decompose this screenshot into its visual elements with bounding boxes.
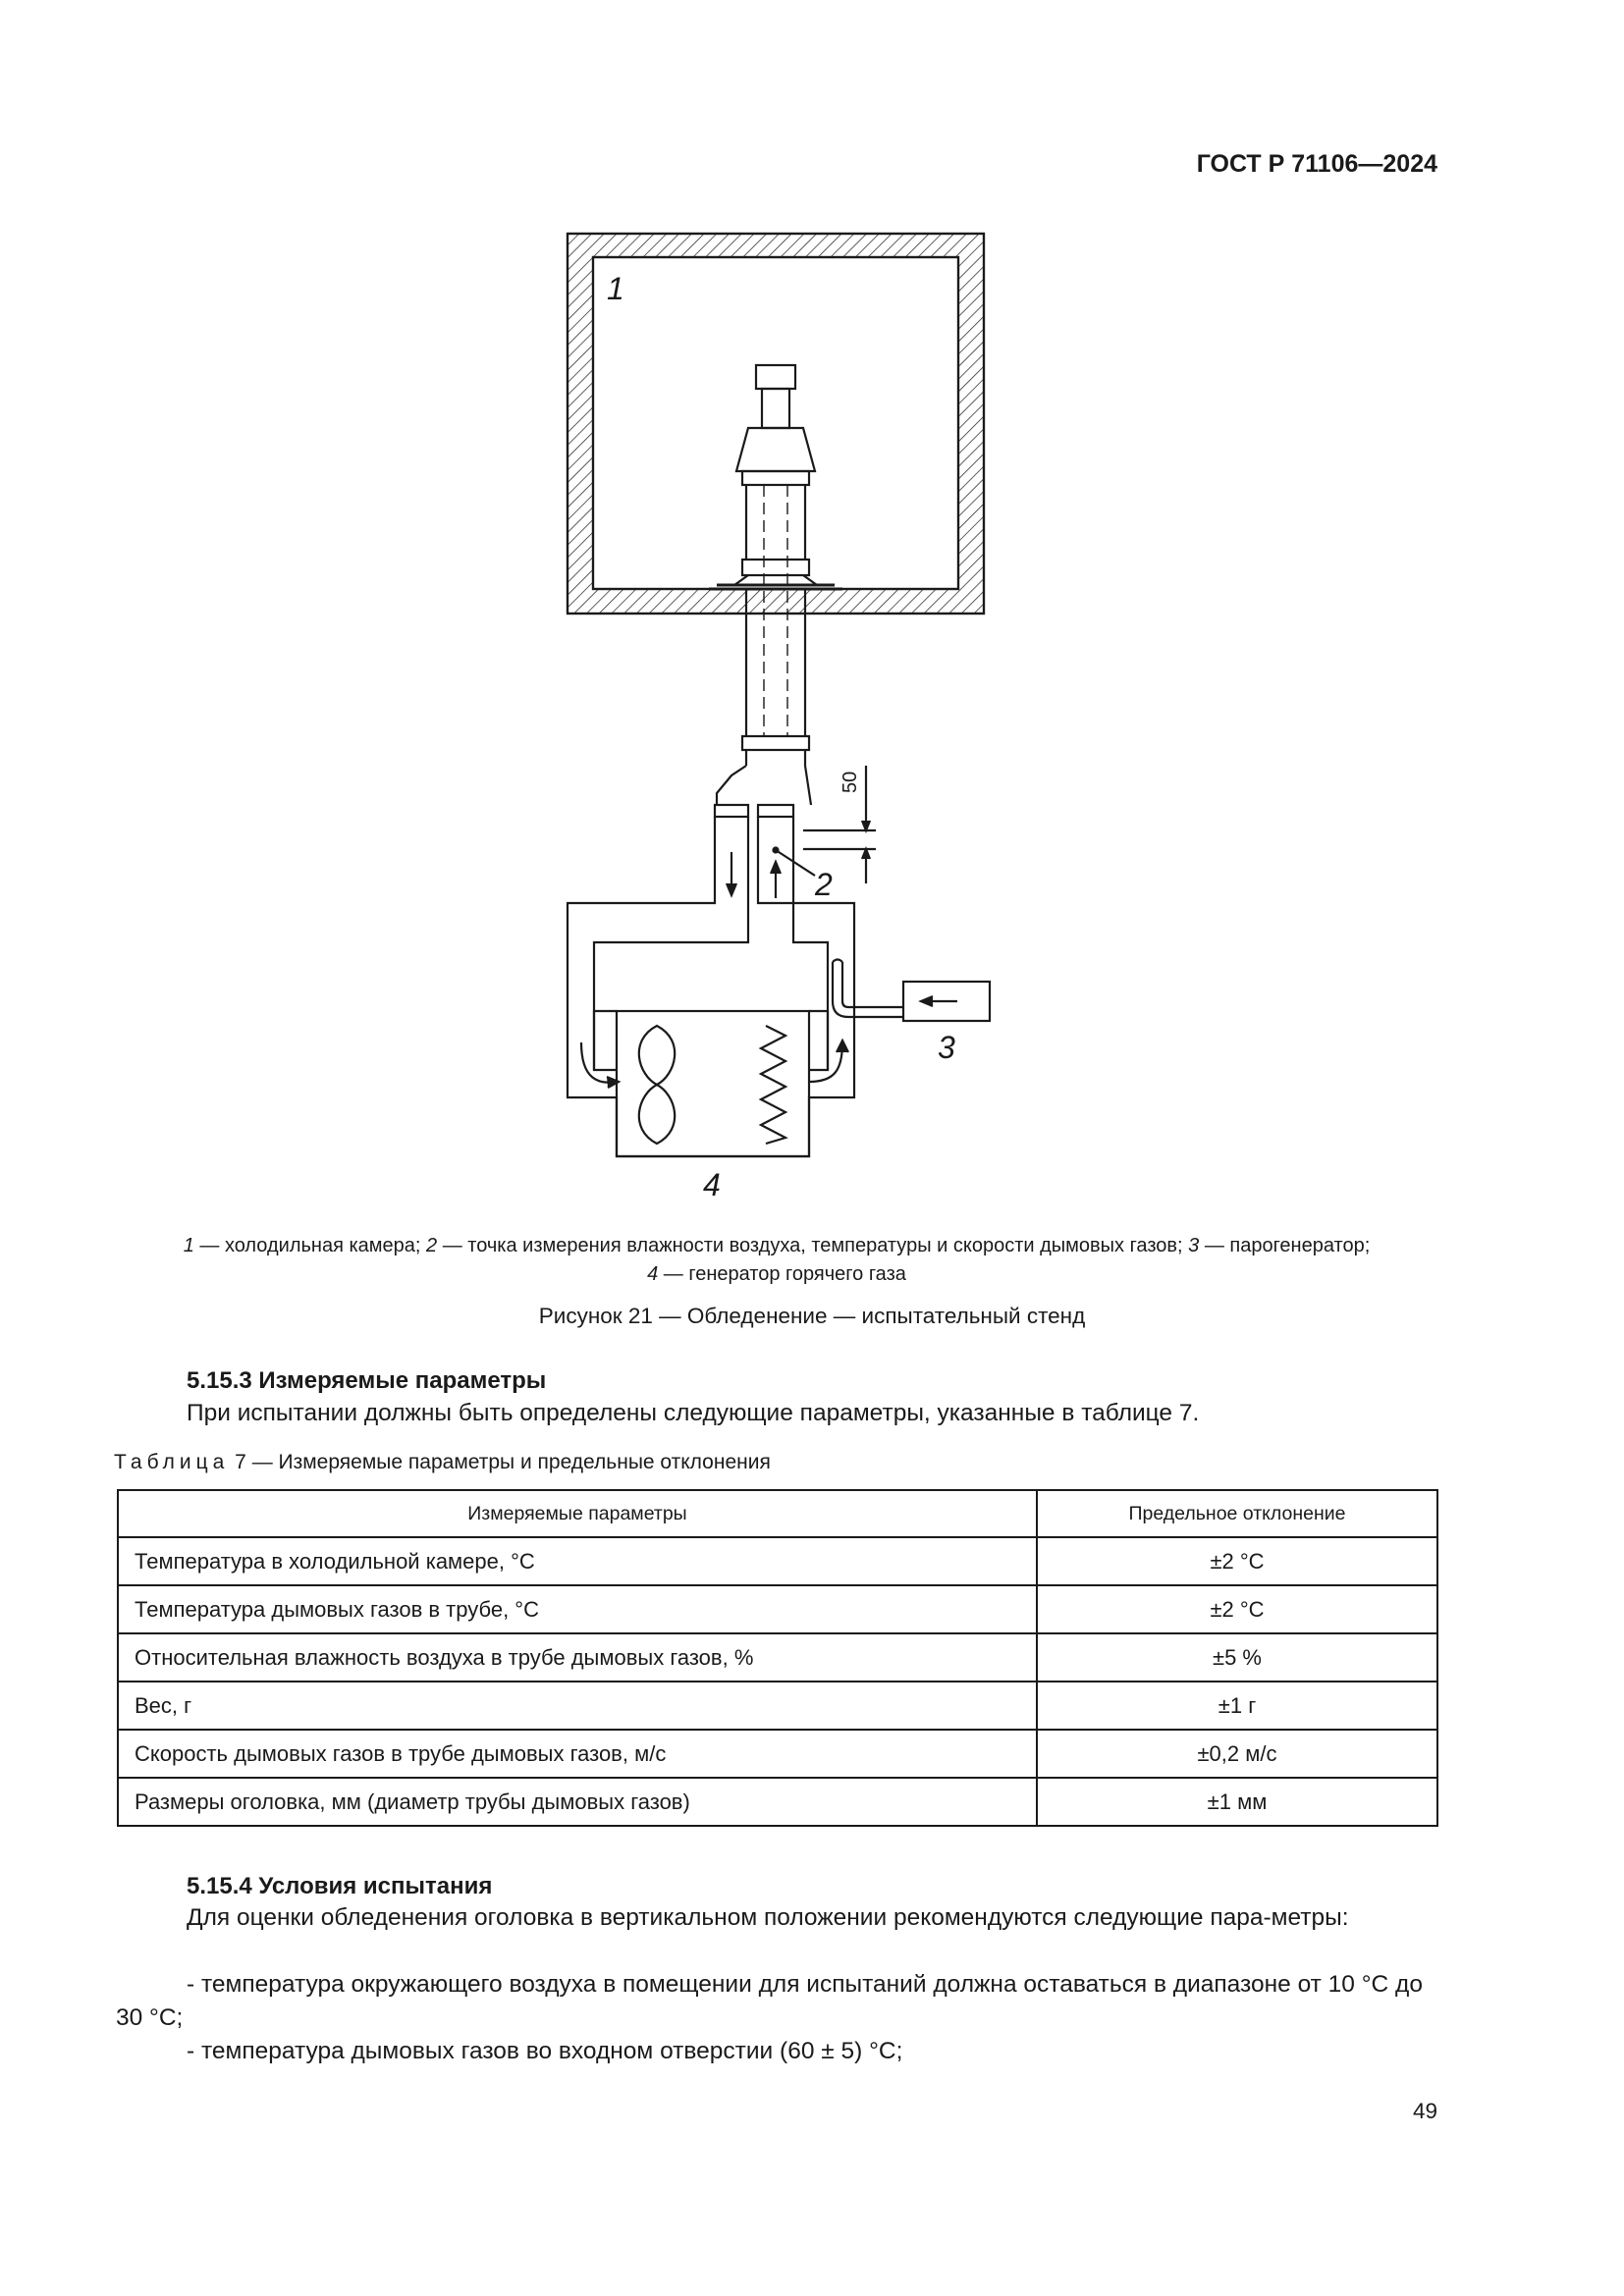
label-4: 4 <box>703 1167 721 1202</box>
table-caption: Таблица 7 — Измеряемые параметры и предельные отклонения <box>114 1451 771 1473</box>
section-heading-5-15-4: 5.15.4 Условия испытания <box>187 1873 493 1899</box>
table-cell: Температура в холодильной камере, °С <box>118 1537 1037 1585</box>
table-cell: ±5 % <box>1037 1633 1437 1682</box>
table-cell: Скорость дымовых газов в трубе дымовых газов, м/с <box>118 1730 1037 1778</box>
table-cell: ±0,2 м/с <box>1037 1730 1437 1778</box>
page-number: 49 <box>1412 2099 1437 2123</box>
terminal-cap <box>756 365 795 389</box>
document-header: ГОСТ Р 71106—2024 <box>1196 150 1437 178</box>
fan-icon <box>639 1026 675 1144</box>
section-text-5-15-3: При испытании должны быть определены следующие параметры, указанные в таблице 7. <box>187 1400 1200 1426</box>
table-row <box>118 1585 1437 1633</box>
section-heading-5-15-3: 5.15.3 Измеряемые параметры <box>187 1367 547 1394</box>
dimension-50: 50 <box>839 771 861 793</box>
table-cell: ±1 мм <box>1037 1778 1437 1826</box>
table-cell: Температура дымовых газов в трубе, °С <box>118 1585 1037 1633</box>
duct-loop <box>568 830 854 1156</box>
figure-caption: Рисунок 21 — Обледенение — испытательный стенд <box>538 1304 1086 1328</box>
heater-icon <box>761 1026 785 1144</box>
test-stand-diagram <box>550 226 1021 1207</box>
bullet-item: - температура окружающего воздуха в помещении для испытаний должна оставаться в диапазоне от 10 °С до 30 °С; <box>116 1971 1423 2031</box>
cold-chamber-walls <box>568 234 984 614</box>
table-cell: ±2 °С <box>1037 1537 1437 1585</box>
label-1: 1 <box>607 271 624 306</box>
table-cell: ±1 г <box>1037 1682 1437 1730</box>
table-cell: Размеры оголовка, мм (диаметр трубы дымовых газов) <box>118 1778 1037 1826</box>
table-header-row <box>118 1490 1437 1537</box>
table-header-cell: Предельное отклонение <box>1037 1490 1437 1537</box>
section-text-5-15-4: Для оценки обледенения оголовка в вертикальном положении рекомендуются следующие пара-метры: <box>187 1904 1349 1931</box>
table-row <box>118 1537 1437 1585</box>
table-row <box>118 1682 1437 1730</box>
table-cell: Относительная влажность воздуха в трубе дымовых газов, % <box>118 1633 1037 1682</box>
table-row <box>118 1778 1437 1826</box>
bullet-item: - температура дымовых газов во входном отверстии (60 ± 5) °С; <box>187 2038 903 2064</box>
label-2: 2 <box>815 867 833 902</box>
table-cell: Вес, г <box>118 1682 1037 1730</box>
table-row <box>118 1730 1437 1778</box>
parameters-table <box>117 1489 1438 1827</box>
table-row <box>118 1633 1437 1682</box>
figure-legend: 1 — холодильная камера; 2 — точка измерения влажности воздуха, температуры и скорости дымовых газов; 3 — парогенератор; 4 — генератор горячего газа <box>183 1235 1371 1285</box>
label-3: 3 <box>938 1030 955 1065</box>
table-cell: ±2 °С <box>1037 1585 1437 1633</box>
table-header-cell: Измеряемые параметры <box>118 1490 1037 1537</box>
